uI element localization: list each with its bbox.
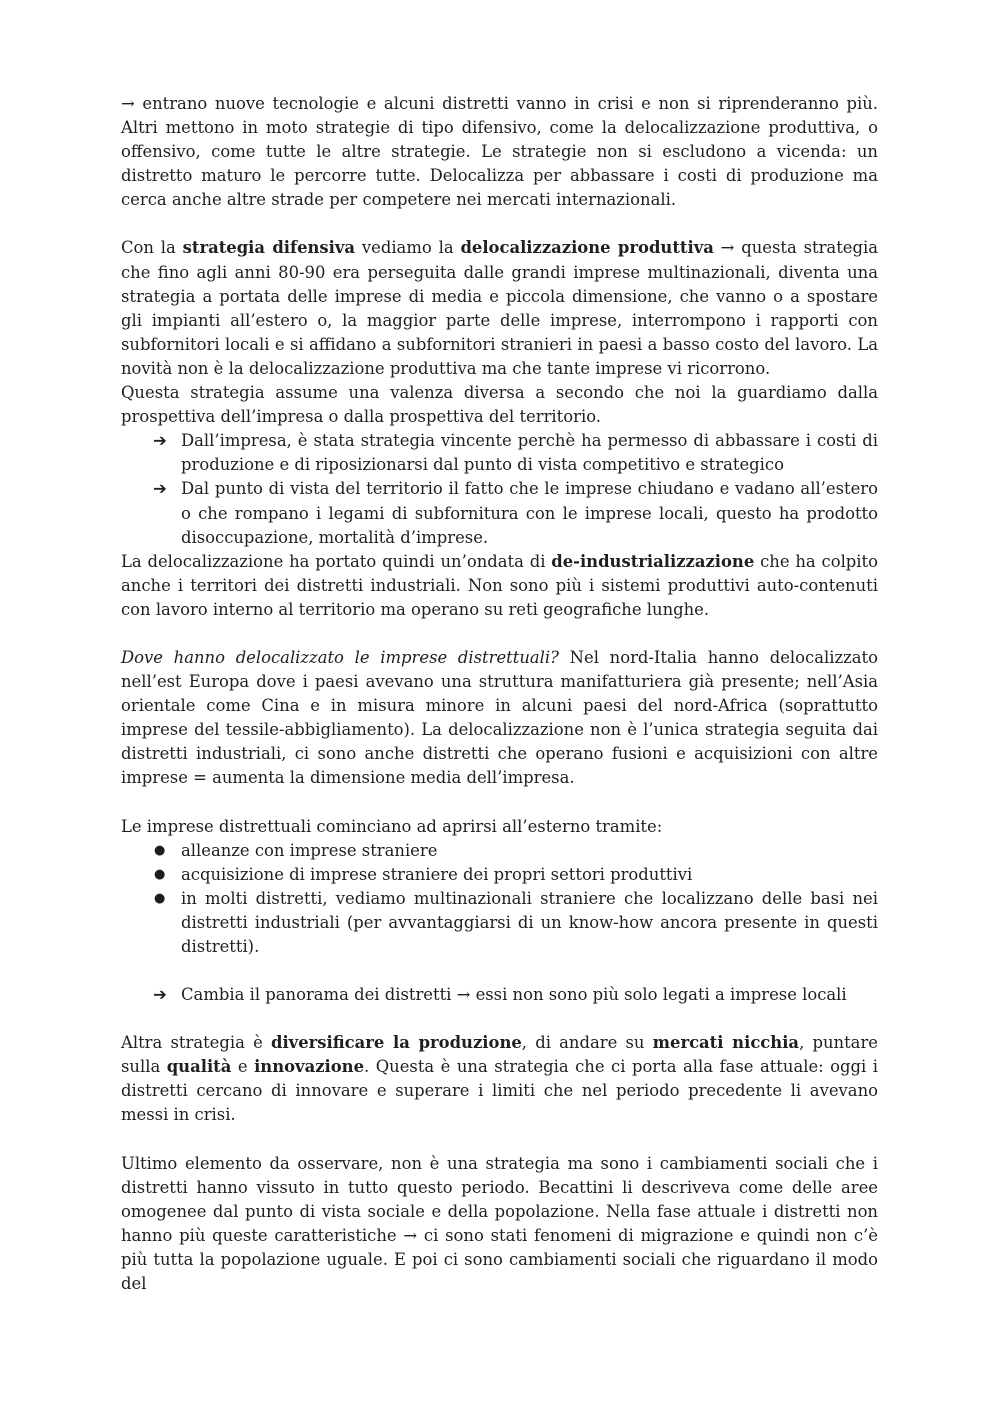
text-run: che ha colpito anche i territori dei distretti industriali. Non sono più i sistemi produttivi auto-contenuti con lavoro interno al territorio ma operano su reti geografiche lunghe.: [121, 551, 878, 619]
arrow-bullet-icon: ➔: [153, 431, 167, 451]
bullet-list-openings: [121, 839, 878, 959]
list-item-text: Dall’impresa, è stata strategia vincente perchè ha permesso di abbassare i costi di produzione e di riposizionarsi dal punto di vista competitivo e strategico: [181, 431, 878, 475]
text-run: La delocalizzazione ha portato quindi un’ondata di: [121, 551, 552, 571]
paragraph-defensive-strategy: [121, 236, 878, 381]
list-item: [121, 429, 878, 477]
list-item-text: in molti distretti, vediamo multinazionali straniere che localizzano delle basi nei distretti industriali (per avvantaggiarsi di un know-how ancora presente in questi distretti).: [181, 888, 878, 956]
paragraph-where-delocalized: [121, 646, 878, 791]
bold-term-diversificare: diversificare la produzione: [271, 1033, 522, 1053]
text-run: e: [231, 1057, 255, 1077]
document-body: [121, 92, 878, 1296]
list-item-text: alleanze con imprese straniere: [181, 840, 438, 860]
bold-term-qualita: qualità: [166, 1057, 232, 1077]
text-run: , puntare sulla: [121, 1033, 878, 1077]
arrow-bullet-icon: ➔: [153, 985, 167, 1005]
text-run: → questa strategia che fino agli anni 80-90 era perseguita dalle grandi imprese multinazionali, diventa una strategia a portata delle imprese di media e piccola dimensione, che vanno o a spostare gli impianti all’estero o, la maggior parte delle imprese, interrompono i rapporti con subfornitori locali e si affidano a subfornitori stranieri in paesi a basso costo del lavoro. La novità non è la delocalizzazione produttiva ma che tante imprese vi ricorrono.: [121, 238, 878, 378]
text-run: . Questa è una strategia che ci porta alla fase attuale: oggi i distretti cercano di innovare e superare i limiti che nel periodo precedente li avevano messi in crisi.: [121, 1057, 878, 1125]
paragraph-gap: [121, 1128, 878, 1152]
text-run: Con la: [121, 238, 183, 258]
paragraph-opening: Le imprese distrettuali cominciano ad aprirsi all’esterno tramite:: [121, 816, 663, 836]
paragraph-perspective: Questa strategia assume una valenza diversa a secondo che noi la guardiamo dalla prospettiva dell’impresa o dalla prospettiva del territorio.: [121, 383, 878, 427]
paragraph-gap: [121, 1007, 878, 1031]
list-item-text: Dal punto di vista del territorio il fatto che le imprese chiudano e vadano all’estero o che rompano i legami di subfornitura con le imprese locali, questo ha prodotto disoccupazione, mortalità d’imprese.: [181, 479, 878, 547]
bold-term-mercati-nicchia: mercati nicchia: [652, 1033, 800, 1053]
bold-term-innovazione: innovazione: [254, 1057, 365, 1077]
paragraph-diversification: [121, 1031, 878, 1127]
paragraph-crisis: → entrano nuove tecnologie e alcuni distretti vanno in crisi e non si riprenderanno più. Altri mettono in moto strategie di tipo difensivo, come la delocalizzazione produttiva, o offensivo, come tutte le altre strategie. Le strategie non si escludono a vicenda: un distretto maturo le percorre tutte. Delocalizza per abbassare i costi di produzione ma cerca anche altre strade per competere nei mercati internazionali.: [121, 94, 878, 210]
list-item: [121, 983, 878, 1007]
bullet-dot-icon: ●: [154, 842, 166, 858]
text-run: , di andare su: [521, 1033, 653, 1053]
text-run: Altra strategia è: [121, 1033, 271, 1053]
paragraph-social-changes: Ultimo elemento da osservare, non è una strategia ma sono i cambiamenti sociali che i distretti hanno vissuto in tutto questo periodo. Becattini li descriveva come delle aree omogenee dal punto di vista sociale e della popolazione. Nella fase attuale i distretti non hanno più queste caratteristiche → ci sono stati fenomeni di migrazione e quindi non c’è più tutta la popolazione uguale. E poi ci sono cambiamenti sociali che riguardano il modo del: [121, 1153, 878, 1294]
paragraph-gap: [121, 212, 878, 236]
bullet-dot-icon: ●: [154, 890, 166, 906]
list-item: [121, 887, 878, 959]
paragraph-gap: [121, 959, 878, 983]
bullet-dot-icon: ●: [154, 866, 166, 882]
bold-term-de-industrializzazione: de-industrializzazione: [551, 551, 755, 571]
text-run: vediamo la: [355, 238, 461, 258]
list-item-text: acquisizione di imprese straniere dei propri settori produttivi: [181, 864, 693, 884]
list-item: [121, 477, 878, 549]
list-item: [121, 863, 878, 887]
bold-term-delocalizzazione: delocalizzazione produttiva: [460, 238, 714, 258]
italic-question: Dove hanno delocalizzato le imprese distrettuali?: [121, 647, 559, 667]
arrow-list-perspectives: [121, 429, 878, 549]
list-item: [121, 839, 878, 863]
arrow-bullet-icon: ➔: [153, 479, 167, 499]
bold-term-strategia-difensiva: strategia difensiva: [182, 238, 356, 258]
paragraph-gap: [121, 791, 878, 815]
paragraph-gap: [121, 622, 878, 646]
arrow-list-panorama: [121, 983, 878, 1007]
paragraph-deindustrialization: [121, 550, 878, 622]
text-run: Nel nord-Italia hanno delocalizzato nell’est Europa dove i paesi avevano una struttura manifatturiera già presente; nell’Asia orientale come Cina e in misura minore in alcuni paesi del nord-Africa (soprattutto imprese del tessile-abbigliamento). La delocalizzazione non è l’unica strategia seguita dai distretti industriali, ci sono anche distretti che operano fusioni e acquisizioni con altre imprese = aumenta la dimensione media dell’impresa.: [121, 647, 878, 788]
list-item-text: Cambia il panorama dei distretti → essi non sono più solo legati a imprese locali: [181, 985, 847, 1005]
